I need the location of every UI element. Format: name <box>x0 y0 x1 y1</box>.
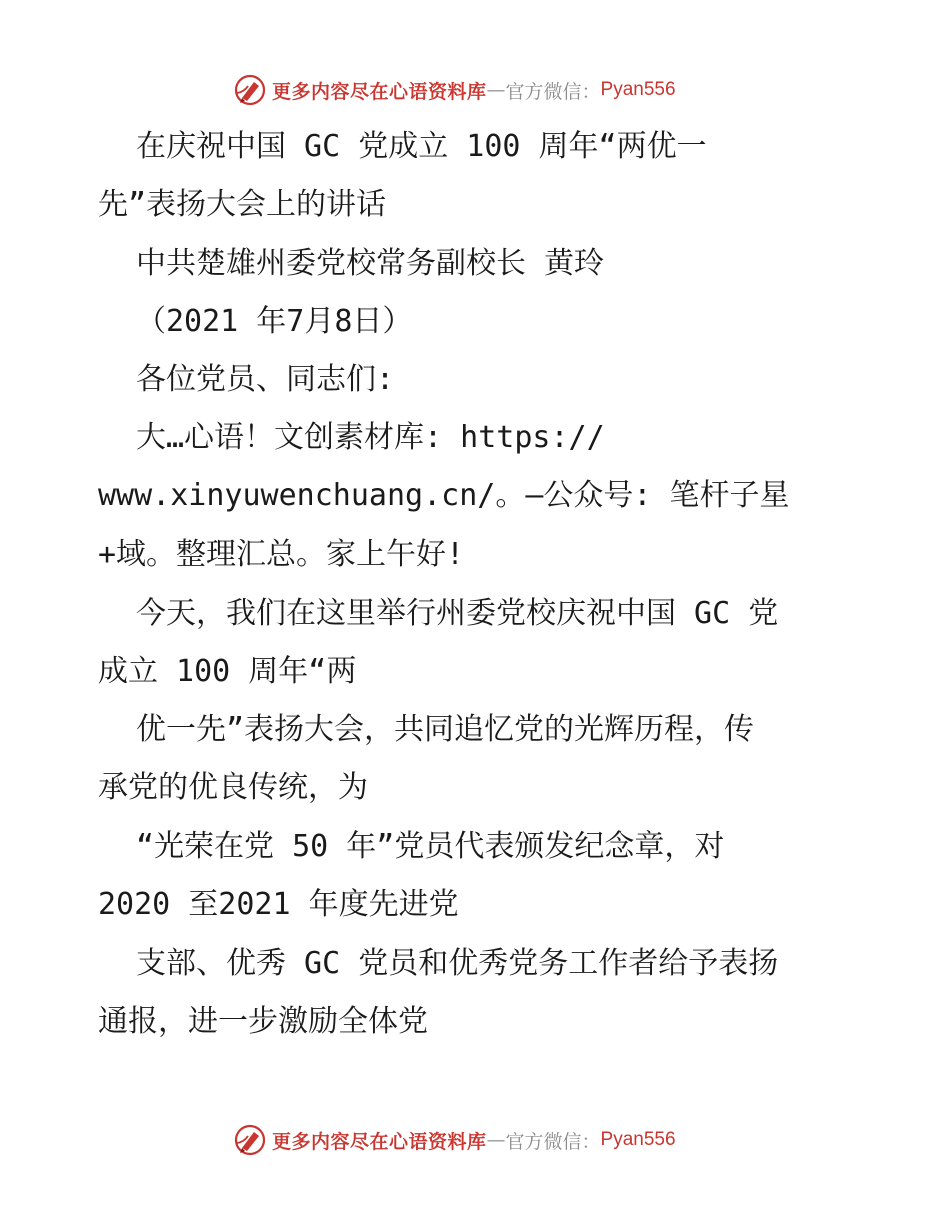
watermark-wechat-label: 官方微信： <box>505 1130 601 1153</box>
body-line: 2020 至2021 年度先进党 <box>98 887 459 922</box>
author-line: 中共楚雄州委党校常务副校长 黄玲 <box>136 246 605 281</box>
footer-watermark <box>232 1120 712 1160</box>
title-line-2: 先”表扬大会上的讲话 <box>98 187 387 222</box>
watermark-text: 更多内容尽在心语资料库 <box>272 80 487 103</box>
watermark-wechat-id: Pyan556 <box>600 79 676 100</box>
watermark-wechat-label: 官方微信： <box>505 80 601 103</box>
body-line: 通报，进一步激励全体党 <box>98 1004 428 1039</box>
body-line: www.xinyuwenchuang.cn/。—公众号: 笔杆子星 <box>98 478 790 513</box>
title-line-1: 在庆祝中国 GC 党成立 100 周年“两优一 <box>136 129 707 164</box>
body-line: 大…心语！文创素材库: https:// <box>136 420 605 455</box>
watermark-separator: — <box>486 1129 506 1151</box>
header-watermark <box>232 70 712 110</box>
body-line: “光荣在党 50 年”党员代表颁发纪念章，对 <box>136 829 725 864</box>
watermark-wechat-id: Pyan556 <box>600 1129 676 1150</box>
pen-nib-logo-icon <box>232 72 268 108</box>
body-line: 优一先”表扬大会，共同追忆党的光辉历程，传 <box>136 712 755 747</box>
body-line: 承党的优良传统，为 <box>98 770 368 805</box>
watermark-text: 更多内容尽在心语资料库 <box>272 1130 487 1153</box>
pen-nib-logo-icon <box>232 1122 268 1158</box>
body-line: 今天，我们在这里举行州委党校庆祝中国 GC 党 <box>136 596 779 631</box>
date-line: （2021 年7月8日） <box>136 304 413 339</box>
body-line: 成立 100 周年“两 <box>98 654 357 689</box>
salutation-line: 各位党员、同志们: <box>136 362 395 397</box>
body-line: +域。整理汇总。家上午好! <box>98 537 465 572</box>
watermark-separator: — <box>486 79 506 101</box>
body-line: 支部、优秀 GC 党员和优秀党务工作者给予表扬 <box>136 946 779 981</box>
